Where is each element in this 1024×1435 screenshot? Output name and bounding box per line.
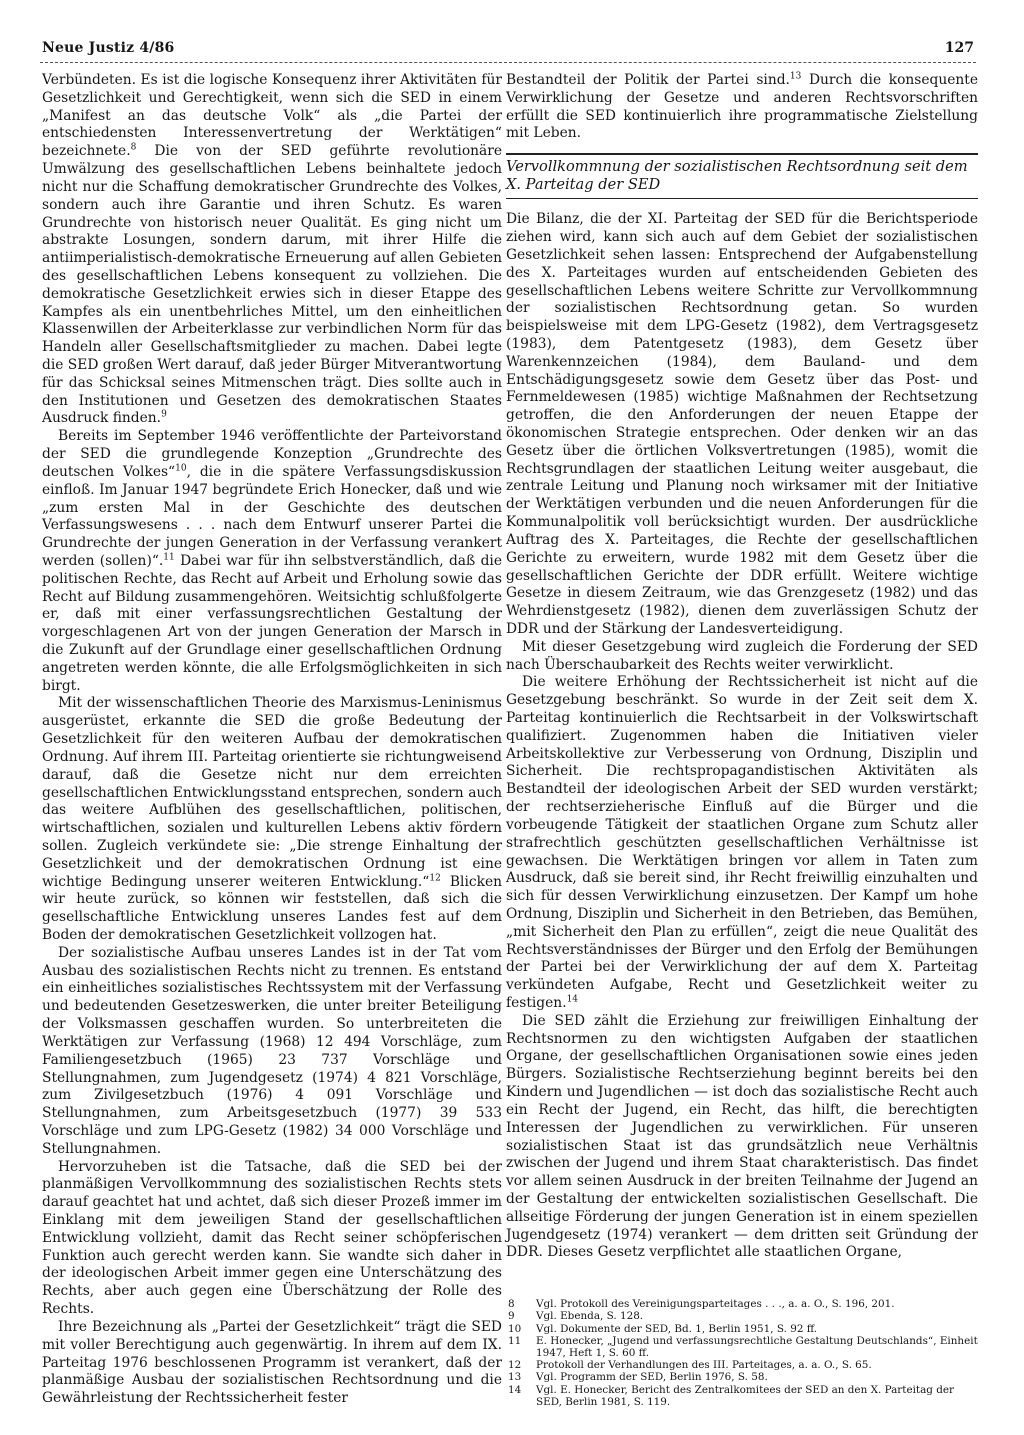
paragraph: Bereits im September 1946 veröffentlichte der Parteivorstand der SED die grundlegende Konzeption „Grundrechte des deutschen Volkes“$^{10}$, die in die spätere Verfassungsdiskussion einfloß. Im Januar 1947 begründete Erich Honecker, daß und wie „zum ersten Mal in der Geschichte des deutschen Verfassungswesens . . . nach dem Entwurf unserer Partei die Grundrechte der jungen Generation in der Verfassung verankert werden (sollen)“.$^{11}$ Dabei war für ihn selbstverständlich, daß die politischen Rechte, das Recht auf Arbeit und Erholung sowie das Recht auf Bildung zusammengehören. Weitsichtig schlußfolgerte er, daß mit einer verfassungsrechtlichen Gestaltung der vorgeschlagenen Art von der jungen Generation der Marsch in die Zukunft auf der Grundlage einer gesellschaftlichen Ordnung angetreten werden könnte, die alle Erfolgsmöglichkeiten in sich birgt.	[42, 428, 503, 694]
footnote-ref[interactable]: 12	[429, 872, 441, 883]
paragraph: Verbündeten. Es ist die logische Konsequenz ihrer Aktivitäten für Gesetzlichkeit und Gerechtigkeit, wenn sich die SED in einem „Manifest an das deutsche Volk“ als „die Partei der entschiedensten Interessenvertretung der Werktätigen“ bezeichnete.$^8$ Die von der SED geführte revolutionäre Umwälzung des gesellschaftlichen Lebens beinhaltete jedoch nicht nur die Schaffung demokratischer Grundrechte des Volkes, sondern auch ihre Garantie und ihren Schutz. Es waren Grundrechte von historisch neuer Qualität. Es ging nicht um abstrakte Losungen, sondern darum, mit ihrer Hilfe die antiimperialistisch-demokratische Erneuerung auf allen Gebieten des gesellschaftlichen Lebens konsequent zu vollziehen. Die demokratische Gesetzlichkeit erwies sich in dieser Etappe des Kampfes als ein unentbehrliches Mittel, um den einheitlichen Klassenwillen der Arbeiterklasse zur verbindlichen Norm für das Handeln aller Gesellschaftsmitglieder zu machen. Dabei legte die SED großen Wert darauf, daß jeder Bürger Mitverantwortung für das Schicksal seines Mitmenschen trägt. Dies sollte auch in den Institutionen und Gesetzen des demokratischen Staates Ausdruck finden.$^9$	[42, 72, 502, 427]
footnote-ref[interactable]: 10	[175, 463, 187, 474]
footnote: 12 Protokoll der Verhandlungen des III. Parteitages, a. a. O., S. 65.	[508, 1359, 872, 1372]
footnote: 13 Vgl. Programm der SED, Berlin 1976, S. 58.	[508, 1371, 768, 1384]
paragraph: Mit der wissenschaftlichen Theorie des Marxismus-Leninismus ausgerüstet, erkannte die SED die große Bedeutung der Gesetzlichkeit für den weiteren Aufbau der demokratischen Ordnung. Auf ihrem III. Parteitag orientierte sie richtungweisend darauf, daß die Gesetze nicht nur dem erreichten gesellschaftlichen Entwicklungsstand entsprechen, sondern auch das weitere Aufblühen des gesellschaftlichen, politischen, wirtschaftlichen, sozialen und kulturellen Lebens aktiv fördern sollen. Zugleich verkündete sie: „Die strenge Einhaltung der Gesetzlichkeit und der demokratischen Ordnung ist eine wichtige Bedingung unserer weiteren Entwicklung.“$^{12}$ Blicken wir heute zurück, so können wir feststellen, daß sich die gesellschaftliche Entwicklung unseres Landes fest auf dem Boden der demokratischen Gesetzlichkeit vollzogen hat.	[42, 695, 502, 943]
footnote: 11 E. Honecker, „Jugend und verfassungsrechtliche Gestaltung Deutschlands“, Einheit 1947, Heft 1, S. 60 ff.	[508, 1334, 978, 1359]
paragraph: Die weitere Erhöhung der Rechtssicherheit ist nicht auf die Gesetzgebung beschränkt. So wurde in der Zeit seit dem X. Parteitag kontinuierlich die Rechtsarbeit in der Volkswirtschaft qualifiziert. Zugenommen haben die Initiativen vieler Arbeitskollektive zur Verbesserung von Ordnung, Disziplin und Sicherheit. Die rechtspropagandistischen Aktivitäten als Bestandteil der ideologischen Arbeit der SED wurden verstärkt; der rechtserzieherische Einfluß auf die Bürger und die vorbeugende Tätigkeit der staatlichen Organe zum Schutz aller strafrechtlich geschützten gesellschaftlichen Verhältnisse ist gewachsen. Die Werktätigen bringen vor allem in Taten zum Ausdruck, daß sie bereit sind, ihr Recht freiwillig einzuhalten und sich für dessen Verwirklichung einzusetzen. Der Kampf um hohe Ordnung, Disziplin und Sicherheit in den Betrieben, das Bemühen, „mit Sicherheit den Plan zu erfüllen“, zeigt die neue Qualität des Rechtsverständnisses der Bürger und den Erfolg der Bemühungen der Partei bei der Verwirklichung der auf dem X. Parteitag verkündeten Aufgabe, Recht und Gesetzlichkeit weiter zu festigen.$^{14}$	[506, 674, 978, 1011]
page-header	[40, 38, 976, 63]
paragraph: Hervorzuheben ist die Tatsache, daß die SED bei der planmäßigen Vervollkommnung des sozialistischen Rechts stets darauf geachtet hat und achtet, daß sich dieser Prozeß immer im Einklang mit dem jeweiligen Stand der gesellschaftlichen Entwicklung vollzieht, damit das Recht seiner schöpferischen Funktion auch gerecht werden kann. Sie wandte sich daher in der ideologischen Arbeit immer gegen eine Unterschätzung des Rechts, aber auch gegen eine Überschätzung der Rolle des Rechts.	[42, 1158, 502, 1318]
footnote: 8 Vgl. Protokoll des Vereinigungsparteitages . . ., a. a. O., S. 196, 201.	[508, 1298, 895, 1311]
footnote: 10 Vgl. Dokumente der SED, Bd. 1, Berlin 1951, S. 92 ff.	[508, 1322, 818, 1335]
footnote-ref[interactable]: 14	[566, 994, 579, 1005]
section-heading: Vervollkommnung der sozialistischen Rechtsordnung seit dem X. Parteitag der SED	[506, 153, 978, 199]
paragraph: Der sozialistische Aufbau unseres Landes ist in der Tat vom Ausbau des sozialistischen Rechts nicht zu trennen. Es entstand ein einheitliches sozialistisches Rechtssystem mit der Verfassung und bedeutenden Gesetzeswerken, die unter breiter Beteiligung der Volksmassen geschaffen wurden. So unterbreiteten die Werktätigen zur Verfassung (1968) 12 494 Vorschläge, zum Familiengesetzbuch (1965) 23 737 Vorschläge und Stellungnahmen, zum Jugendgesetz (1974) 4 821 Vorschläge, zum Zivilgesetzbuch (1976) 4 091 Vorschläge und Stellungnahmen, zum Arbeitsgesetzbuch (1977) 39 533 Vorschläge und zum LPG-Gesetz (1982) 34 000 Vorschläge und Stellungnahmen.	[42, 944, 502, 1157]
footnote-ref[interactable]: 13	[789, 71, 802, 82]
paragraph: Die Bilanz, die der XI. Parteitag der SED für die Berichtsperiode ziehen wird, kann sich auch auf dem Gebiet der sozialistischen Gesetzlichkeit sehen lassen: Entsprechend der Aufgabenstellung des X. Parteitages wurden auf entscheidenden Gebieten des gesellschaftlichen Lebens weitere Schritte zur Vervollkommnung der sozialistischen Rechtsordnung getan. So wurden beispielsweise mit dem LPG-Gesetz (1982), dem Vertragsgesetz (1983), dem Patentgesetz (1983), dem Gesetz über Warenkennzeichen (1984), dem Bauland- und dem Entschädigungsgesetz sowie dem Gesetz über das Post- und Fernmeldewesen (1985) wichtige Maßnahmen der Rechtsetzung getroffen, die den Anforderungen der neuen Etappe der ökonomischen Strategie entsprechen. Oder denken wir an das Gesetz über die örtlichen Volksvertretungen (1985), womit die Rechtsgrundlagen der staatlichen Leitung weiter ausgebaut, die zentrale Leitung und Planung noch wirksamer mit der Initiative der Werktätigen verbunden und die neuen Anforderungen für die Kommunalpolitik voll berücksichtigt wurden. Der ausdrückliche Auftrag des X. Parteitages, die Rechte der gesellschaftlichen Gerichte zu erweitern, wurde 1982 mit dem Gesetz über die gesellschaftlichen Gerichte der DDR erfüllt. Weitere wichtige Gesetze in diesem Zeitraum, wie das Grenzgesetz (1982) und das Wehrdienstgesetz (1982), dienen dem zuverlässigen Schutz der DDR und der Stärkung der Landesverteidigung.	[506, 211, 978, 637]
page-number: 127	[944, 40, 974, 56]
footnote-ref[interactable]: 11	[163, 552, 175, 563]
footnote: 14 Vgl. E. Honecker, Bericht des Zentralkomitees der SED an den X. Parteitag der SED, Berlin 1981, S. 119.	[508, 1383, 955, 1408]
paragraph: Bestandteil der Politik der Partei sind.$^{13}$ Durch die konsequente Verwirklichung der Gesetze und anderen Rechtsvorschriften erfüllt die SED kontinuierlich ihre programmatische Zielstellung mit Leben.	[506, 71, 978, 142]
footnote: 9 Vgl. Ebenda, S. 128.	[508, 1310, 644, 1323]
journal-title: Neue Justiz 4/86	[42, 40, 175, 56]
paragraph: Ihre Bezeichnung als „Partei der Gesetzlichkeit“ trägt die SED mit voller Berechtigung auch gegenwärtig. In ihrem auf dem IX. Parteitag 1976 beschlossenen Programm ist verankert, daß der planmäßige Ausbau der sozialistischen Rechtsordnung und die Gewährleistung der Rechtssicherheit fester	[42, 1318, 502, 1407]
footnote-ref[interactable]: 8	[130, 142, 137, 153]
left-column	[42, 72, 502, 1408]
footnotes	[506, 1298, 978, 1408]
right-column	[506, 72, 978, 1408]
paragraph: Die SED zählt die Erziehung zur freiwilligen Einhaltung der Rechtsnormen zu den wichtigsten Aufgaben der staatlichen Organe, der gesellschaftlichen Organisationen sowie eines jeden Bürgers. Sozialistische Rechtserziehung beginnt bereits bei den Kindern und Jugendlichen — ist doch das sozialistische Recht auch ein Recht der Jugend, ein Recht, das hilft, die berechtigten Interessen der Jugendlichen zu verwirklichen. Für unseren sozialistischen Staat ist das grundsätzlich neue Verhältnis zwischen der Jugend und ihrem Staat charakteristisch. Das findet vor allem seinen Ausdruck in der breiten Teilnahme der Jugend an der Gestaltung der entwickelten sozialistischen Gesellschaft. Die allseitige Förderung der jungen Generation ist in einem speziellen Jugendgesetz (1974) verankert — dem dritten seit Gründung der DDR. Dieses Gesetz verpflichtet alle staatlichen Organe,	[506, 1012, 978, 1261]
footnote-ref[interactable]: 9	[161, 409, 167, 420]
paragraph: Mit dieser Gesetzgebung wird zugleich die Forderung der SED nach Überschaubarkeit des Rechts weiter verwirklicht.	[506, 638, 978, 673]
